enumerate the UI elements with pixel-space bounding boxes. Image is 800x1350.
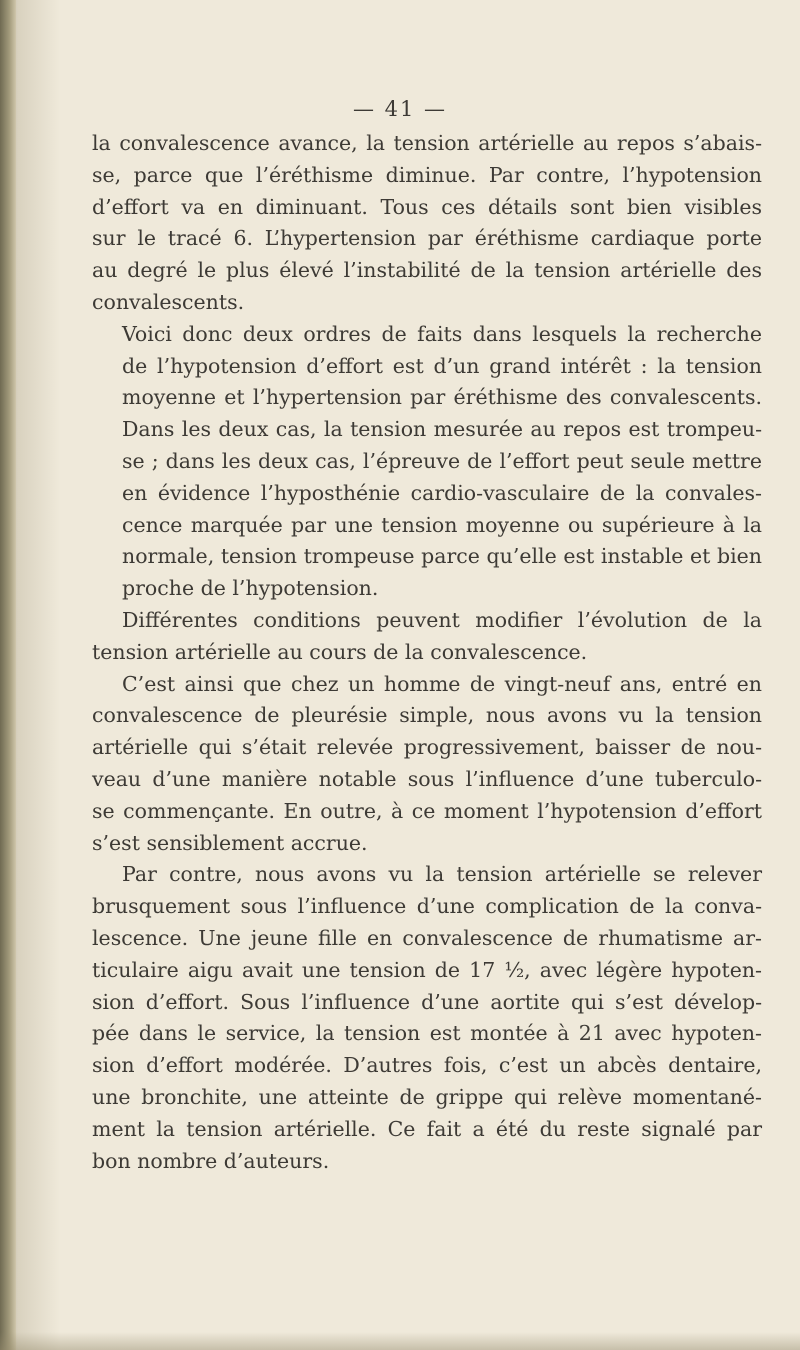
text-line: se ; dans les deux cas, l’épreuve de l’effort peut seule mettre bbox=[122, 448, 762, 473]
text-line: Voici donc deux ordres de faits dans lesquels la recherche bbox=[122, 321, 762, 346]
paragraph-2 bbox=[92, 319, 762, 605]
paragraph-3 bbox=[92, 605, 762, 669]
paragraph-1 bbox=[92, 128, 762, 319]
text-line: d’effort va en diminuant. Tous ces détails sont bien visibles bbox=[92, 194, 762, 219]
text-line: artérielle qui s’était relevée progressivement, baisser de nou- bbox=[92, 735, 762, 760]
book-spine-shadow bbox=[0, 0, 16, 1350]
text-line: convalescence de pleurésie simple, nous avons vu la tension bbox=[92, 703, 762, 728]
text-line: la convalescence avance, la tension artérielle au repos s’abais- bbox=[92, 131, 762, 155]
text-line: brusquement sous l’influence d’une complication de la conva- bbox=[92, 894, 762, 919]
text-line: pée dans le service, la tension est montée à 21 avec hypoten- bbox=[92, 1021, 762, 1046]
text-line: de l’hypotension d’effort est d’un grand intérêt : la tension bbox=[122, 353, 762, 378]
text-line: lescence. Une jeune fille en convalescence de rhumatisme ar- bbox=[92, 925, 762, 950]
text-line: sur le tracé 6. L’hypertension par éréthisme cardiaque porte bbox=[92, 226, 762, 251]
text-line: en évidence l’hyposthénie cardio-vasculaire de la convales- bbox=[122, 480, 762, 505]
paragraph-4 bbox=[92, 669, 762, 860]
text-line: se commençante. En outre, à ce moment l’hypotension d’effort bbox=[92, 798, 762, 823]
text-line: cence marquée par une tension moyenne ou supérieure à la bbox=[122, 512, 762, 537]
page-number: — 41 — bbox=[352, 97, 448, 121]
text-line: ticulaire aigu avait une tension de 17 ½, avec légère hypoten- bbox=[92, 957, 762, 982]
text-line: moyenne et l’hypertension par éréthisme des convalescents. bbox=[122, 385, 762, 410]
text-line: sion d’effort modérée. D’autres fois, c’est un abcès dentaire, bbox=[92, 1053, 762, 1078]
text-line: C’est ainsi que chez un homme de vingt-neuf ans, entré en bbox=[122, 671, 762, 696]
text-line: Dans les deux cas, la tension mesurée au repos est trompeu- bbox=[122, 417, 762, 442]
text-line: ment la tension artérielle. Ce fait a été du reste signalé par bbox=[92, 1116, 762, 1141]
text-line: une bronchite, une atteinte de grippe qui relève momentané- bbox=[92, 1084, 762, 1109]
text-line: au degré le plus élevé l’instabilité de la tension artérielle des bbox=[92, 258, 762, 283]
text-line: convalescents. bbox=[92, 289, 245, 314]
paragraph-5 bbox=[92, 859, 762, 1177]
text-line: s’est sensiblement accrue. bbox=[92, 830, 368, 855]
text-line: sion d’effort. Sous l’influence d’une aortite qui s’est dévelop- bbox=[92, 989, 762, 1014]
text-line: tension artérielle au cours de la convalescence. bbox=[92, 639, 588, 664]
body-text bbox=[92, 128, 762, 1177]
text-line: normale, tension trompeuse parce qu’elle est instable et bien bbox=[122, 544, 762, 569]
text-line: veau d’une manière notable sous l’influence d’une tuberculo- bbox=[92, 766, 762, 791]
text-line: se, parce que l’éréthisme diminue. Par contre, l’hypotension bbox=[92, 162, 762, 187]
text-line: bon nombre d’auteurs. bbox=[92, 1148, 330, 1173]
text-line: proche de l’hypotension. bbox=[122, 576, 379, 601]
text-line: Par contre, nous avons vu la tension artérielle se relever bbox=[122, 862, 762, 887]
page-bottom-edge bbox=[0, 1332, 800, 1350]
text-line: Différentes conditions peuvent modifier l’évolution de la bbox=[122, 607, 762, 632]
